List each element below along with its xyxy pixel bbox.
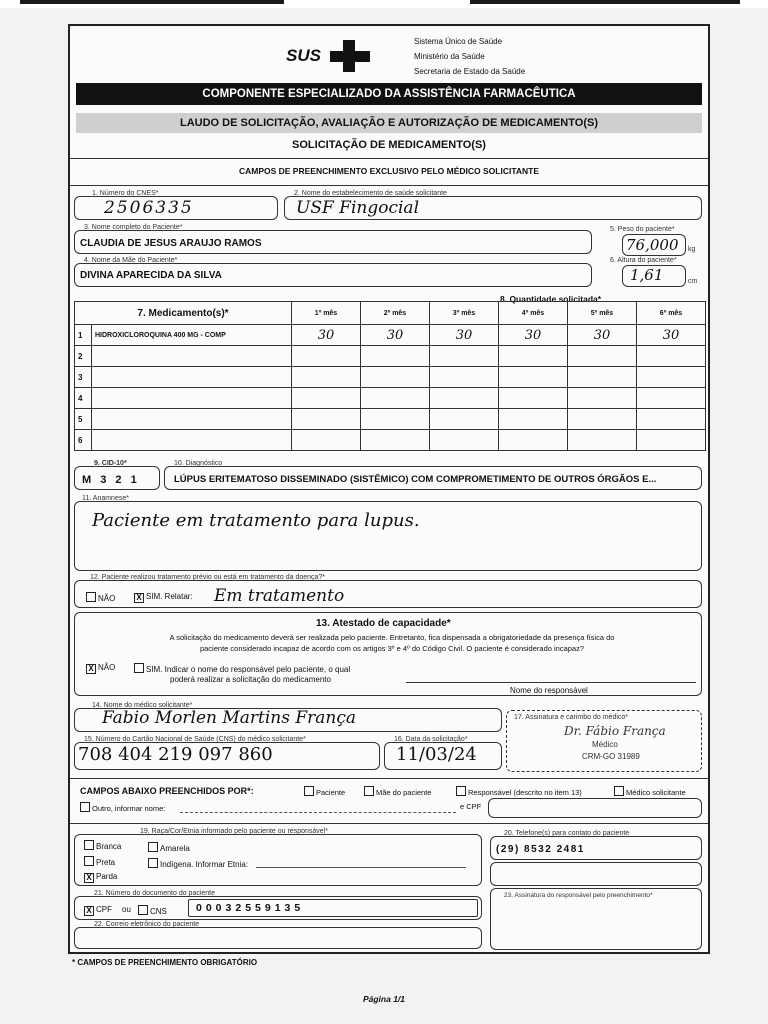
telefone2-field[interactable] — [490, 862, 702, 886]
diag-label: 10. Diagnóstico — [174, 460, 223, 467]
quantity-cell[interactable] — [637, 388, 706, 409]
quantity-cell[interactable] — [637, 367, 706, 388]
quantity-cell[interactable]: 30 — [292, 325, 361, 346]
quantity-cell[interactable] — [499, 388, 568, 409]
altura-value: 1,61 — [630, 266, 664, 284]
tratamento-relato: Em tratamento — [214, 586, 345, 606]
month-header: 6º mês — [637, 302, 706, 325]
medication-name-cell[interactable] — [92, 388, 292, 409]
option-label: NÃO — [98, 594, 116, 603]
quantity-cell[interactable]: 30 — [430, 325, 499, 346]
solicitacao-title-text: SOLICITAÇÃO DE MEDICAMENTO(S) — [292, 139, 486, 151]
quantity-cell[interactable] — [499, 409, 568, 430]
table-row — [75, 367, 706, 388]
data-label: 16. Data da solicitação* — [394, 736, 468, 743]
table-row — [75, 325, 706, 346]
outro-nome-line[interactable] — [180, 812, 456, 813]
quantity-cell[interactable] — [430, 388, 499, 409]
raca-option[interactable] — [84, 856, 115, 867]
medico-cns-label: 15. Número do Cartão Nacional de Saúde (CNS) do médico solicitante* — [84, 736, 306, 743]
option-label: Indígena. Informar Etnia: — [160, 860, 249, 869]
anamnese-value: Paciente em tratamento para lupus. — [92, 510, 420, 531]
option-label: SIM. Relatar: — [146, 592, 193, 601]
cpf-field[interactable] — [488, 798, 702, 818]
cid-label: 9. CID-10* — [94, 460, 127, 467]
email-field[interactable] — [74, 927, 482, 949]
row-number: 4 — [75, 388, 92, 409]
quantity-cell[interactable] — [637, 409, 706, 430]
checkbox[interactable] — [148, 842, 158, 852]
quantity-cell[interactable] — [361, 388, 430, 409]
component-title: COMPONENTE ESPECIALIZADO DA ASSISTÊNCIA FARMACÊUTICA — [202, 88, 576, 100]
option-label: Responsável (descrito no item 13) — [468, 788, 582, 797]
quantity-cell[interactable] — [568, 346, 637, 367]
page-number: Página 1/1 — [362, 994, 406, 1004]
option-label: Mãe do paciente — [376, 788, 432, 797]
option-label: Outro, informar nome: — [92, 804, 166, 813]
mae-value: DIVINA APARECIDA DA SILVA — [80, 270, 222, 281]
etnia-line[interactable] — [256, 867, 466, 868]
org-line: Sistema Único de Saúde — [414, 37, 503, 46]
quantity-cell[interactable] — [499, 430, 568, 451]
quantity-cell[interactable]: 30 — [568, 325, 637, 346]
medication-name-cell[interactable] — [92, 367, 292, 388]
altura-label: 6. Altura do paciente* — [610, 257, 677, 264]
checkbox[interactable] — [304, 786, 314, 796]
medication-header: 7. Medicamento(s)* — [75, 302, 292, 325]
month-header: 4º mês — [499, 302, 568, 325]
data-value: 11/03/24 — [396, 744, 477, 765]
preenchido-option[interactable] — [364, 786, 431, 797]
preenchido-option[interactable] — [614, 786, 686, 797]
quantity-cell[interactable] — [499, 346, 568, 367]
medico-nome-label: 14. Nome do médico solicitante* — [92, 702, 193, 709]
quantity-cell[interactable] — [430, 346, 499, 367]
checkbox[interactable] — [138, 905, 148, 915]
month-header: 2º mês — [361, 302, 430, 325]
quantity-cell[interactable] — [568, 388, 637, 409]
cid-value: M 3 2 1 — [82, 474, 140, 486]
atestado-nao-option[interactable] — [86, 663, 115, 674]
raca-option[interactable] — [148, 842, 190, 853]
medication-name-cell[interactable] — [92, 346, 292, 367]
option-label: Paciente — [316, 788, 346, 797]
raca-label: 19. Raça/Cor/Etnia informado pelo paciente ou responsável* — [140, 828, 328, 835]
assinatura-label: 17. Assinatura e carimbo do médico* — [514, 714, 629, 721]
org-line: Ministério da Saúde — [414, 52, 485, 61]
row-number: 1 — [75, 325, 92, 346]
outro-option[interactable] — [80, 802, 165, 813]
row-number: 6 — [75, 430, 92, 451]
peso-label: 5. Peso do paciente* — [610, 226, 675, 233]
quantity-cell[interactable] — [568, 430, 637, 451]
quantity-cell[interactable] — [292, 367, 361, 388]
mae-label: 4. Nome da Mãe do Paciente* — [84, 257, 178, 264]
row-number: 2 — [75, 346, 92, 367]
email-label: 22. Correio eletrônico do paciente — [94, 921, 200, 928]
estab-value: USF Fingocial — [296, 198, 420, 218]
tratamento-label: 12. Paciente realizou tratamento prévio ou está em tratamento da doença?* — [90, 574, 326, 581]
table-row — [75, 346, 706, 367]
doc-cpf-option[interactable] — [84, 905, 112, 916]
assinatura-responsavel-label: 23. Assinatura do responsável pelo preenchimento* — [504, 892, 653, 899]
org-line: Secretaria de Estado da Saúde — [414, 67, 526, 76]
month-header: 1º mês — [292, 302, 361, 325]
doc-ou-label: ou — [122, 905, 131, 914]
quantity-cell[interactable] — [361, 430, 430, 451]
preenchido-option[interactable] — [456, 786, 582, 797]
option-label: Amarela — [160, 844, 190, 853]
table-row — [75, 388, 706, 409]
quantity-cell[interactable] — [430, 409, 499, 430]
quantity-cell[interactable] — [292, 388, 361, 409]
tratamento-sim-option[interactable] — [134, 592, 193, 603]
quantity-label: 8. Quantidade solicitada* — [500, 294, 602, 304]
medication-name-cell[interactable]: HIDROXICLOROQUINA 400 MG - COMP — [92, 325, 292, 346]
table-row — [75, 409, 706, 430]
medication-table — [74, 301, 706, 451]
exclusive-title: CAMPOS DE PREENCHIMENTO EXCLUSIVO PELO MÉDICO SOLICITANTE — [238, 166, 540, 176]
quantity-cell[interactable] — [568, 367, 637, 388]
checkbox[interactable] — [614, 786, 624, 796]
responsavel-line[interactable] — [406, 682, 696, 683]
cnes-label: 1. Número do CNES* — [92, 190, 159, 197]
raca-option[interactable] — [148, 858, 248, 869]
quantity-cell[interactable] — [292, 409, 361, 430]
paciente-label: 3. Nome completo do Paciente* — [84, 224, 183, 231]
row-number: 3 — [75, 367, 92, 388]
atestado-title: 13. Atestado de capacidade* — [316, 618, 451, 629]
medication-header-row — [75, 302, 706, 325]
table-row — [75, 430, 706, 451]
month-header: 3º mês — [430, 302, 499, 325]
row-number: 5 — [75, 409, 92, 430]
laudo-title-bar — [76, 113, 702, 133]
option-label: Médico solicitante — [626, 788, 686, 797]
altura-unit: cm — [688, 278, 698, 285]
atestado-sim-option[interactable] — [134, 663, 350, 674]
atestado-sim-line2: poderá realizar a solicitação do medicamento — [170, 675, 331, 684]
carimbo-role: Médico — [592, 740, 618, 749]
checkbox[interactable] — [84, 856, 94, 866]
preenchidos-title: CAMPOS ABAIXO PREENCHIDOS POR*: — [80, 786, 254, 796]
medication-name-cell[interactable] — [92, 409, 292, 430]
quantity-cell[interactable]: 30 — [499, 325, 568, 346]
carimbo-name: Dr. Fábio França — [564, 724, 666, 738]
option-label: Parda — [96, 872, 118, 881]
atestado-text-line: A solicitação do medicamento deverá ser realizada pelo paciente. Entretanto, fica dispensada a obrigatoriedade da presença física do — [169, 633, 615, 642]
quantity-cell[interactable] — [430, 367, 499, 388]
medico-nome-value: Fabio Morlen Martins França — [102, 708, 357, 728]
option-label: Preta — [96, 858, 116, 867]
atestado-text — [84, 632, 700, 654]
documento-value: 00032559135 — [196, 902, 305, 914]
quantity-cell[interactable] — [430, 430, 499, 451]
quantity-cell[interactable] — [637, 430, 706, 451]
month-header: 5º mês — [568, 302, 637, 325]
tratamento-nao-option[interactable] — [86, 592, 115, 603]
checkbox[interactable] — [86, 592, 96, 602]
sus-logo-text: SUS — [286, 46, 321, 65]
scan-top-edge — [0, 0, 768, 8]
medico-cns-value: 708 404 219 097 860 — [78, 744, 273, 765]
checkbox[interactable]: X — [86, 664, 96, 674]
telefone-value: (29) 8532 2481 — [496, 844, 585, 855]
paciente-value: CLAUDIA DE JESUS ARAUJO RAMOS — [80, 238, 262, 249]
checkbox[interactable] — [134, 663, 144, 673]
checkbox[interactable] — [456, 786, 466, 796]
option-label: CPF — [96, 905, 112, 914]
telefone-label: 20. Telefone(s) para contato do paciente — [504, 830, 630, 837]
quantity-cell[interactable] — [361, 409, 430, 430]
checkbox[interactable] — [80, 802, 90, 812]
checkbox[interactable]: X — [134, 593, 144, 603]
documento-label: 21. Número do documento do paciente — [94, 890, 216, 897]
carimbo-crm: CRM-GO 31989 — [582, 752, 640, 761]
checkbox[interactable] — [84, 840, 94, 850]
peso-unit: kg — [688, 246, 696, 253]
quantity-cell[interactable] — [292, 430, 361, 451]
cross-icon — [330, 40, 370, 72]
peso-value: 76,000 — [626, 236, 679, 254]
option-label: Branca — [96, 842, 122, 851]
diag-value: LÚPUS ERITEMATOSO DISSEMINADO (SISTÊMICO) COM COMPROMETIMENTO DE OUTROS ÓRGÃOS E... — [174, 474, 657, 485]
form-sheet — [68, 24, 710, 954]
quantity-cell[interactable] — [292, 346, 361, 367]
quantity-cell[interactable] — [361, 346, 430, 367]
quantity-cell[interactable]: 30 — [361, 325, 430, 346]
option-label: CNS — [150, 907, 167, 916]
quantity-cell[interactable] — [637, 346, 706, 367]
option-label: SIM. Indicar o nome do responsável pelo paciente, o qual — [146, 665, 351, 674]
medication-name-cell[interactable] — [92, 430, 292, 451]
preenchido-option[interactable] — [304, 786, 345, 797]
raca-option[interactable] — [84, 840, 121, 851]
checkbox[interactable] — [364, 786, 374, 796]
atestado-text-line: paciente considerado incapaz de acordo com os artigos 3º e 4º do Código Civil. O paciente é considerado incapaz? — [199, 644, 585, 653]
checkbox[interactable]: X — [84, 906, 94, 916]
solicitacao-title — [76, 136, 702, 154]
quantity-cell[interactable] — [361, 367, 430, 388]
checkbox[interactable]: X — [84, 873, 94, 883]
option-label: NÃO — [98, 663, 116, 672]
anamnese-label: 11. Anamnese* — [82, 495, 129, 502]
raca-box — [74, 834, 482, 886]
cpf-label: e CPF — [460, 802, 482, 811]
component-title-bar — [76, 83, 702, 105]
checkbox[interactable] — [148, 858, 158, 868]
quantity-cell[interactable] — [568, 409, 637, 430]
cnes-value: 2506335 — [104, 198, 194, 218]
quantity-cell[interactable]: 30 — [637, 325, 706, 346]
laudo-title: LAUDO DE SOLICITAÇÃO, AVALIAÇÃO E AUTORIZAÇÃO DE MEDICAMENTO(S) — [180, 117, 598, 129]
raca-option[interactable] — [84, 872, 117, 883]
org-lines — [414, 34, 525, 79]
quantity-cell[interactable] — [499, 367, 568, 388]
estab-label: 2. Nome do estabelecimento de saúde solicitante — [294, 190, 447, 197]
obrigatorio-note: * CAMPOS DE PREENCHIMENTO OBRIGATÓRIO — [72, 958, 258, 967]
doc-cns-option[interactable] — [138, 905, 167, 916]
responsavel-label: Nome do responsável — [510, 686, 588, 695]
